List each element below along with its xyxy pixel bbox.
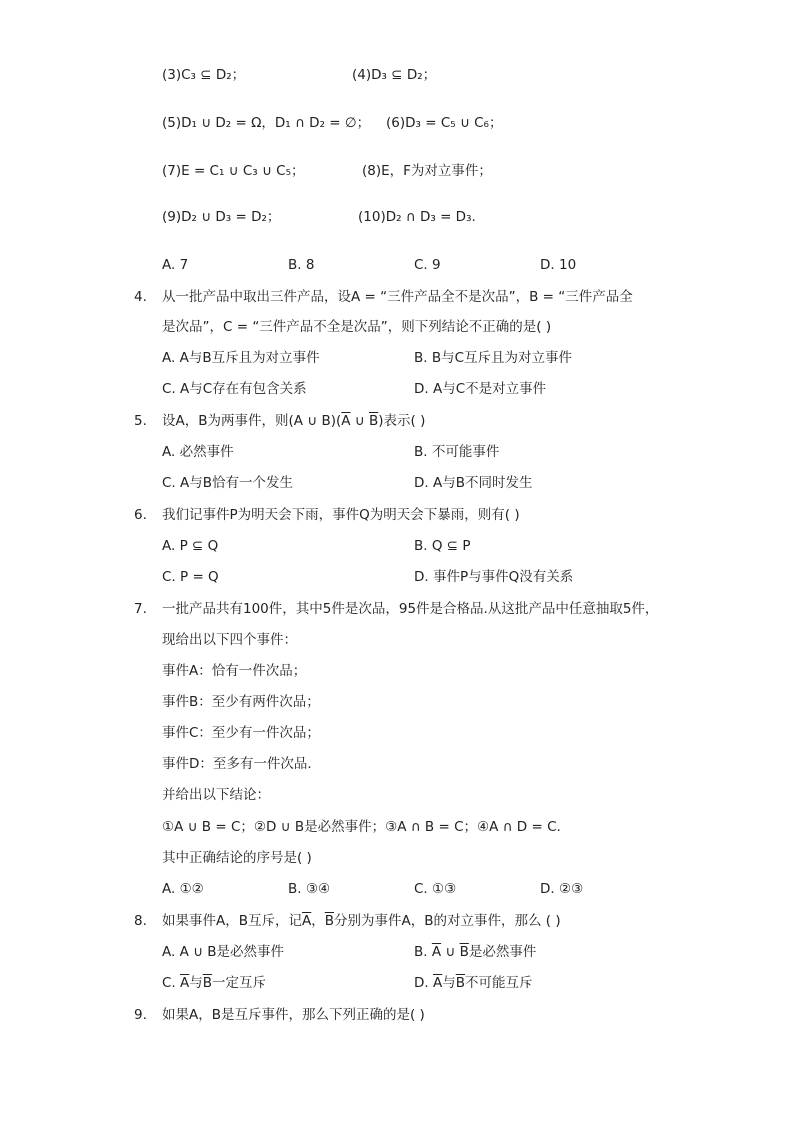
q4-stem-line1: 从一批产品中取出三件产品，设A = “三件产品全不是次品”，B = “三件产品全 bbox=[162, 289, 633, 305]
statement-10: (10)D₂ ∩ D₃ = D₃. bbox=[358, 209, 476, 225]
q6-number: 6. bbox=[134, 507, 147, 523]
statement-5: (5)D₁ ∪ D₂ = Ω，D₁ ∩ D₂ = ∅； bbox=[162, 115, 371, 131]
q8-stem-comma: ， bbox=[311, 913, 325, 929]
q4-number: 4. bbox=[134, 289, 147, 305]
q4-option-b[interactable]: B. B与C互斥且为对立事件 bbox=[414, 350, 573, 366]
q7-stem-line2: 现给出以下四个事件： bbox=[162, 632, 297, 648]
q7-event-d: 事件D：至多有一件次品. bbox=[162, 756, 312, 772]
q8-optc-a-bar: $\overline{A}$ bbox=[180, 975, 190, 991]
q6-option-d[interactable]: D. 事件P与事件Q没有关系 bbox=[414, 569, 574, 585]
q7-conclusions: ①A ∪ B = C；②D ∪ B是必然事件；③A ∩ B = C；④A ∩ D = C. bbox=[162, 819, 561, 835]
q6-option-b[interactable]: B. Q ⊆ P bbox=[414, 538, 471, 554]
q7-option-b[interactable]: B. ③④ bbox=[288, 881, 331, 897]
q8-optb-a-bar: $\overline{A}$ bbox=[431, 944, 442, 960]
q8-optc-b-bar: $\overline{B}$ bbox=[202, 975, 213, 991]
q7-option-d[interactable]: D. ②③ bbox=[540, 881, 584, 897]
statement-8: (8)E，F为对立事件； bbox=[362, 163, 492, 179]
q8-stem bbox=[162, 912, 561, 930]
q8-optc-post: 一定互斥 bbox=[212, 975, 267, 991]
q5-stem-post: )表示( ) bbox=[378, 413, 426, 429]
q8-option-a[interactable]: A. A ∪ B是必然事件 bbox=[162, 944, 285, 960]
q5-a-bar: $\overline{A}$ bbox=[341, 413, 351, 429]
q4-option-c[interactable]: C. A与C存在有包含关系 bbox=[162, 381, 307, 397]
q9-stem: 如果A，B是互斥事件，那么下列正确的是( ) bbox=[162, 1007, 425, 1023]
q7-stem-line3: 并给出以下结论： bbox=[162, 787, 270, 803]
q8-optc-mid: 与 bbox=[189, 975, 203, 991]
statement-6: (6)D₃ = C₅ ∪ C₆； bbox=[386, 115, 503, 131]
q3-option-c[interactable]: C. 9 bbox=[414, 257, 441, 273]
q8-optd-post: 不可能互斥 bbox=[465, 975, 533, 991]
q3-option-a[interactable]: A. 7 bbox=[162, 257, 189, 273]
q7-event-b: 事件B：至少有两件次品； bbox=[162, 694, 320, 710]
q5-b-bar: $\overline{B}$ bbox=[368, 413, 379, 429]
q7-event-c: 事件C：至少有一件次品； bbox=[162, 725, 320, 741]
q6-stem: 我们记事件P为明天会下雨，事件Q为明天会下暴雨，则有( ) bbox=[162, 507, 520, 523]
q7-stem-line1: 一批产品共有100件，其中5件是次品，95件是合格品.从这批产品中任意抽取5件， bbox=[162, 601, 659, 617]
q3-option-b[interactable]: B. 8 bbox=[288, 257, 315, 273]
q8-optd-a-bar: $\overline{A}$ bbox=[432, 975, 443, 991]
q7-event-a: 事件A：恰有一件次品； bbox=[162, 663, 307, 679]
q6-option-a[interactable]: A. P ⊆ Q bbox=[162, 538, 219, 554]
q6-option-c[interactable]: C. P = Q bbox=[162, 569, 219, 585]
q7-number: 7. bbox=[134, 601, 147, 617]
q5-stem bbox=[162, 412, 425, 430]
q5-stem-mid: ∪ bbox=[350, 413, 369, 429]
q9-number: 9. bbox=[134, 1007, 147, 1023]
q8-option-d[interactable] bbox=[414, 974, 533, 992]
statement-7: (7)E = C₁ ∪ C₃ ∪ C₅； bbox=[162, 163, 305, 179]
q5-option-a[interactable]: A. 必然事件 bbox=[162, 444, 234, 460]
q5-option-c[interactable]: C. A与B恰有一个发生 bbox=[162, 475, 294, 491]
q8-optb-post: 是必然事件 bbox=[468, 944, 537, 960]
q5-number: 5. bbox=[134, 413, 147, 429]
q5-option-d[interactable]: D. A与B不同时发生 bbox=[414, 475, 533, 491]
statement-3: (3)C₃ ⊆ D₂； bbox=[162, 67, 246, 83]
statement-9: (9)D₂ ∪ D₃ = D₂； bbox=[162, 209, 281, 225]
q8-optb-b-bar: $\overline{B}$ bbox=[459, 944, 469, 960]
q8-optb-pre: B. bbox=[414, 944, 432, 960]
q7-stem-line4: 其中正确结论的序号是( ) bbox=[162, 850, 312, 866]
q8-stem-post: 分别为事件A，B的对立事件，那么 ( ) bbox=[334, 913, 561, 929]
q8-optd-pre: D. bbox=[414, 975, 433, 991]
q8-optd-mid: 与 bbox=[442, 975, 456, 991]
q8-number: 8. bbox=[134, 913, 147, 929]
q8-stem-pre: 如果事件A，B互斥，记 bbox=[162, 913, 302, 929]
statement-4: (4)D₃ ⊆ D₂； bbox=[352, 67, 437, 83]
q8-optb-mid: ∪ bbox=[441, 944, 460, 960]
q3-option-d[interactable]: D. 10 bbox=[540, 257, 577, 273]
q8-optd-b-bar: $\overline{B}$ bbox=[455, 975, 465, 991]
q8-a-bar: $\overline{A}$ bbox=[302, 913, 312, 929]
q8-option-c[interactable] bbox=[162, 974, 266, 992]
q8-option-b[interactable] bbox=[414, 943, 536, 961]
q5-option-b[interactable]: B. 不可能事件 bbox=[414, 444, 500, 460]
q7-option-a[interactable]: A. ①② bbox=[162, 881, 204, 897]
q7-option-c[interactable]: C. ①③ bbox=[414, 881, 457, 897]
q5-stem-pre: 设A，B为两事件，则(A ∪ B)( bbox=[162, 413, 342, 429]
q4-stem-line2: 是次品”，C = “三件产品不全是次品”，则下列结论不正确的是( ) bbox=[162, 319, 552, 335]
q4-option-a[interactable]: A. A与B互斥且为对立事件 bbox=[162, 350, 320, 366]
q8-optc-pre: C. bbox=[162, 975, 181, 991]
q4-option-d[interactable]: D. A与C不是对立事件 bbox=[414, 381, 547, 397]
q8-b-bar: $\overline{B}$ bbox=[324, 913, 335, 929]
